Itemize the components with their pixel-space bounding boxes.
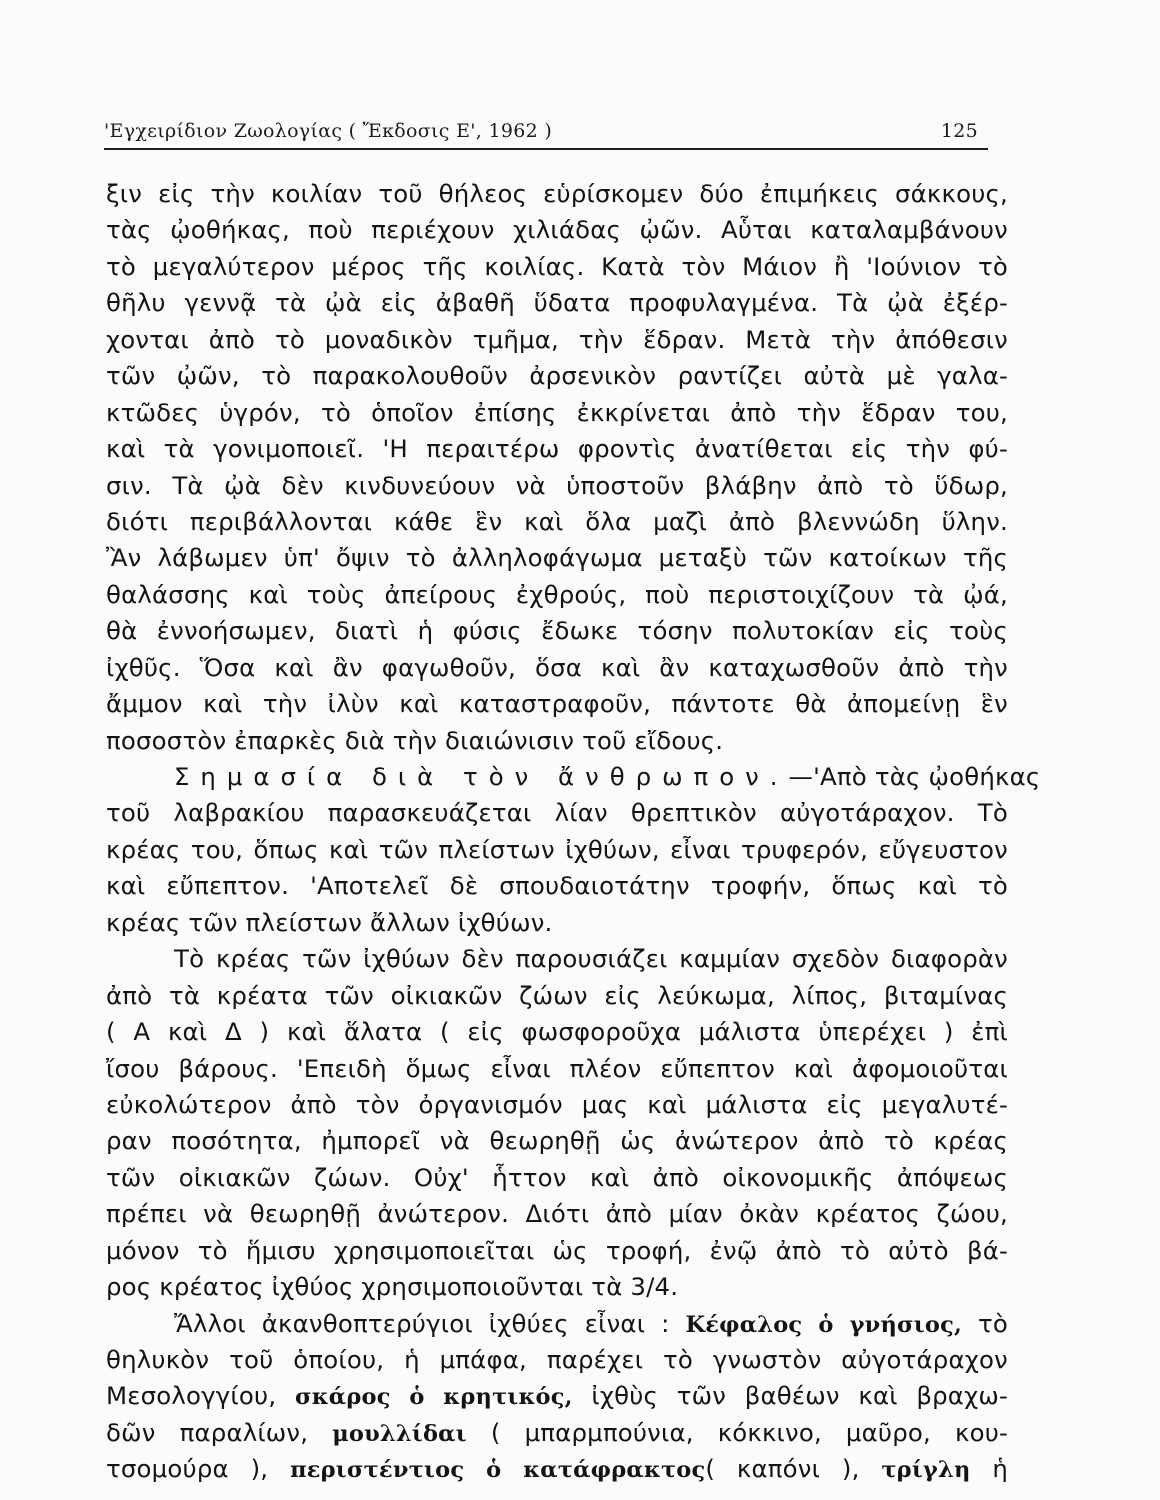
text-run: δῶν παραλίων, [106,1417,309,1447]
text-line: θηλυκὸν τοῦ ὁποίου, ἡ μπάφα, παρέχει τὸ γνωστὸν αὐγοτάραχον [106,1345,1008,1374]
species-name: Κέφαλος ὁ γνήσιος, [685,1311,963,1338]
text-line: θῆλυ γεννᾷ τὰ ᾠὰ εἰς ἀβαθῆ ὕδατα προφυλαγμένα. Τὰ ᾠὰ ἐξέρ- [106,288,1008,318]
text-line: κρέας του, ὅπως καὶ τῶν πλείστων ἰχθύων, εἶναι τρυφερόν, εὔγευστον [106,834,1008,864]
book-title: 'Εγχειρίδιον Ζωολογίας ( Ἔκδοσις Ε', 1962 ) [104,120,553,142]
text-line: κτῶδες ὑγρόν, τὸ ὁποῖον ἐπίσης ἐκκρίνεται ἀπὸ τὴν ἕδραν του, [106,397,1008,427]
text-line: μόνον τὸ ἥμισυ χρησιμοποιεῖται ὡς τροφή, ἐνῷ ἀπὸ τὸ αὐτὸ βά- [106,1235,1008,1265]
text-line [106,1306,1008,1342]
text-line: χονται ἀπὸ τὸ μοναδικὸν τμῆμα, τὴν ἕδραν. Μετὰ τὴν ἀπόθεσιν [106,324,1008,354]
text-line: ἴσου βάρους. 'Επειδὴ ὅμως εἶναι πλέον εὔπεπτον καὶ ἀφομοιοῦται [106,1053,1008,1083]
text-run: τσομούρα ), [106,1454,269,1484]
text-line: τὸ μεγαλύτερον μέρος τῆς κοιλίας. Κατὰ τὸν Μάιον ἢ 'Ιούνιον τὸ [106,251,1008,281]
text-line: Τὸ κρέας τῶν ἰχθύων δὲν παρουσιάζει καμμίαν σχεδὸν διαφορὰν [174,944,1008,974]
text-run: ( μπαρμπούνια, κόκκινο, μαῦρο, κου- [490,1417,1009,1447]
text-line: τῶν ᾠῶν, τὸ παρακολουθοῦν ἀρσενικὸν ραντίζει αὐτὰ μὲ γαλα- [106,361,1008,391]
page-number: 125 [940,120,978,142]
text-line: σιν. Τὰ ᾠὰ δὲν κινδυνεύουν νὰ ὑποστοῦν βλάβην ἀπὸ τὸ ὕδωρ, [106,470,1008,500]
text-line: κρέας τῶν πλείστων ἄλλων ἰχθύων. [106,907,553,937]
text-line: εὐκολώτερον ἀπὸ τὸν ὀργανισμόν μας καὶ μάλιστα εἰς μεγαλυτέ- [106,1089,1008,1119]
text-line: ( Α καὶ Δ ) καὶ ἅλατα ( εἰς φωσφοροῦχα μάλιστα ὑπερέχει ) ἐπὶ [106,1017,1008,1047]
running-header [104,114,984,146]
text-line: ρος κρέατος ἰχθύος χρησιμοποιοῦνται τὰ 3/4. [106,1272,679,1302]
body-text [106,176,1041,1488]
text-line: καὶ τὰ γονιμοποιεῖ. 'Η περαιτέρω φροντὶς ἀνατίθεται εἰς τὴν φύ- [106,434,1008,464]
species-name: μουλλίδαι [332,1420,467,1447]
text-line: καὶ εὔπεπτον. 'Αποτελεῖ δὲ σπουδαιοτάτην τροφήν, ὅπως καὶ τὸ [106,871,1008,901]
text-line [106,1415,1008,1451]
text-run: Μεσολογγίου, [106,1381,277,1411]
header-rule [104,148,988,150]
section-heading-line [106,759,1041,795]
text-line: Ἂν λάβωμεν ὑπ' ὄψιν τὸ ἀλληλοφάγωμα μεταξὺ τῶν κατοίκων τῆς [106,543,1008,573]
text-line: ποσοστὸν ἐπαρκὲς διὰ τὴν διαιώνισιν τοῦ εἴδους. [106,725,724,755]
text-line: ἄμμον καὶ τὴν ἰλὺν καὶ καταστραφοῦν, πάντοτε θὰ ἀπομείνῃ ἓν [106,689,1008,719]
text-run: —'Απὸ τὰς ᾠοθήκας [788,762,1041,791]
text-line: θαλάσσης καὶ τοὺς ἀπείρους ἐχθρούς, ποὺ περιστοιχίζουν τὰ ᾠά, [106,579,1008,609]
text-line: διότι περιβάλλονται κάθε ἓν καὶ ὅλα μαζὶ ἀπὸ βλεννώδη ὕλην. [106,506,1008,536]
species-name: τρίγλη [881,1457,971,1484]
text-line: ξιν εἰς τὴν κοιλίαν τοῦ θήλεος εὑρίσκομεν δύο ἐπιμήκεις σάκκους, [106,179,1008,208]
text-run: Ἄλλοι ἀκανθοπτερύγιοι ἰχθύες εἶναι : [174,1308,670,1338]
text-line [106,1378,1008,1414]
text-line: τὰς ᾠοθήκας, ποὺ περιέχουν χιλιάδας ᾠῶν. Αὗται καταλαμβάνουν [106,215,1008,245]
text-line [106,1451,1008,1487]
spaced-heading: Σημασία διὰ τὸν ἄνθρωπον. [174,762,789,791]
text-line: ραν ποσότητα, ἠμπορεῖ νὰ θεωρηθῇ ὡς ἀνώτερον ἀπὸ τὸ κρέας [106,1126,1008,1156]
text-line: ἀπὸ τὰ κρέατα τῶν οἰκιακῶν ζώων εἰς λεύκωμα, λίπος, βιταμίνας [106,980,1008,1010]
text-line: τῶν οἰκιακῶν ζώων. Οὐχ' ἧττον καὶ ἀπὸ οἰκονομικῆς ἀπόψεως [106,1162,1008,1192]
text-run: τὸ [978,1308,1009,1338]
text-run: ἡ [992,1454,1009,1484]
text-line: τοῦ λαβρακίου παρασκευάζεται λίαν θρεπτικὸν αὐγοτάραχον. Τὸ [106,798,1008,828]
text-run: ( καπόνι ), [705,1454,860,1484]
species-name: σκάρος ὁ κρητικός, [294,1384,573,1411]
text-line: πρέπει νὰ θεωρηθῇ ἀνώτερον. Διότι ἀπὸ μίαν ὀκὰν κρέατος ζώου, [106,1199,1008,1229]
text-line: ἰχθῦς. Ὅσα καὶ ἂν φαγωθοῦν, ὅσα καὶ ἂν καταχωσθοῦν ἀπὸ τὴν [106,652,1008,682]
text-line: θὰ ἐννοήσωμεν, διατὶ ἡ φύσις ἔδωκε τόσην πολυτοκίαν εἰς τοὺς [106,616,1008,646]
species-name: περιστέντιος ὁ κατάφρακτος [290,1457,706,1484]
text-run: ἰχθὺς τῶν βαθέων καὶ βραχω- [591,1381,1008,1411]
